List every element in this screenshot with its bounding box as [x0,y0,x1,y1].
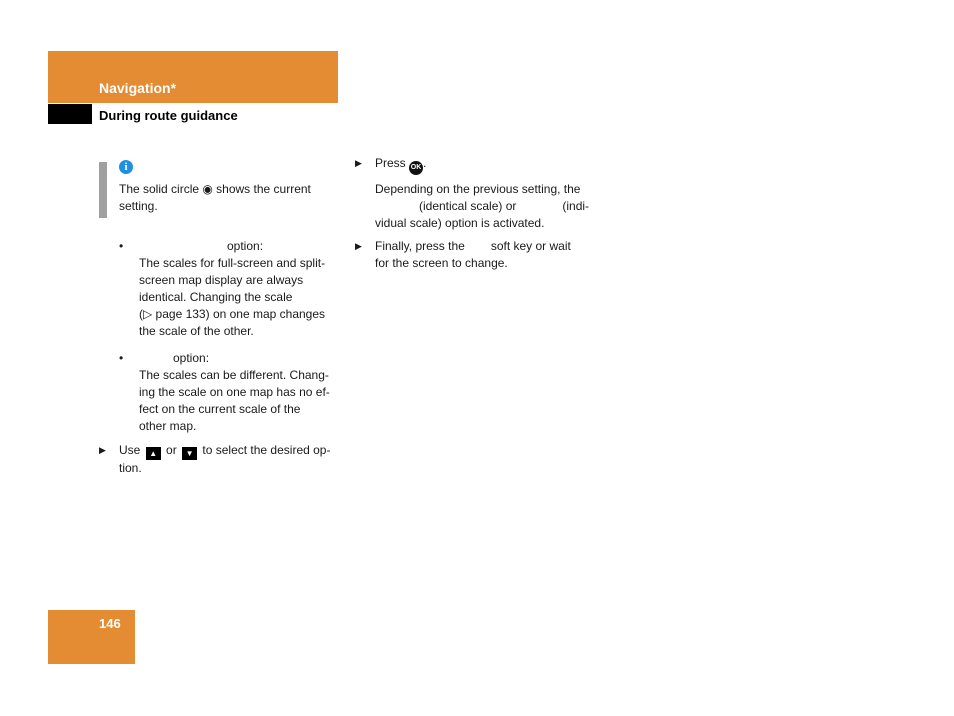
bullet-line: The scales for full-screen and split- [139,256,326,270]
result-paragraph [355,181,595,232]
step-text: . [423,156,427,170]
step-arrow-icon: ▶ [355,158,362,168]
list-item-individual [99,350,339,435]
info-note [99,158,339,218]
bullet-line: The scales can be different. Chang- [139,368,329,382]
step-select-option [99,442,339,477]
bullet-line: fect on the current scale of the [139,402,301,416]
step-text: for the screen to change. [375,256,508,270]
para-line: (indi- [562,199,590,213]
left-column [99,158,339,477]
step-text: to select the desired op- [202,443,331,457]
ok-button-icon: OK [409,161,423,175]
header-marker [48,104,92,124]
bullet-line: (▷ page 133) on one map changes [139,307,326,321]
note-bar [99,162,107,218]
step-text: Finally, press the [375,239,465,253]
step-finish [355,238,595,272]
para-line: (identical scale) or [419,199,517,213]
step-text: or [166,443,177,457]
bullet-line: ing the scale on one map has no ef- [139,385,330,399]
bullet-dot: • [119,239,124,253]
subsection-title: During route guidance [99,108,238,123]
step-text: soft key or wait [490,239,571,253]
step-arrow-icon: ▶ [99,445,106,455]
para-line: vidual scale) option is activated. [375,216,545,230]
page-number-box [48,610,135,664]
list-item-identical [99,238,339,340]
page-number: 146 [99,616,121,631]
header-band [48,51,338,103]
section-title: Navigation* [99,80,177,96]
step-text: Press [375,156,406,170]
bullet-line: identical. Changing the scale [139,290,293,304]
info-icon: i [119,160,133,174]
up-key-icon: ▲ [146,447,161,460]
step-arrow-icon: ▶ [355,241,362,251]
bullet-line: the scale of the other. [139,324,254,338]
step-text: tion. [119,461,142,475]
bullet-dot: • [119,351,124,365]
right-column [355,155,595,272]
down-key-icon: ▼ [182,447,197,460]
step-press-ok [355,155,595,175]
bullet-head: option: [173,351,210,365]
note-text: The solid circle ◉ shows the current setting. [119,182,311,213]
bullet-line: screen map display are always [139,273,304,287]
step-text: Use [119,443,141,457]
bullet-head: option: [227,239,264,253]
para-line: Depending on the previous setting, the [375,182,581,196]
bullet-line: other map. [139,419,197,433]
